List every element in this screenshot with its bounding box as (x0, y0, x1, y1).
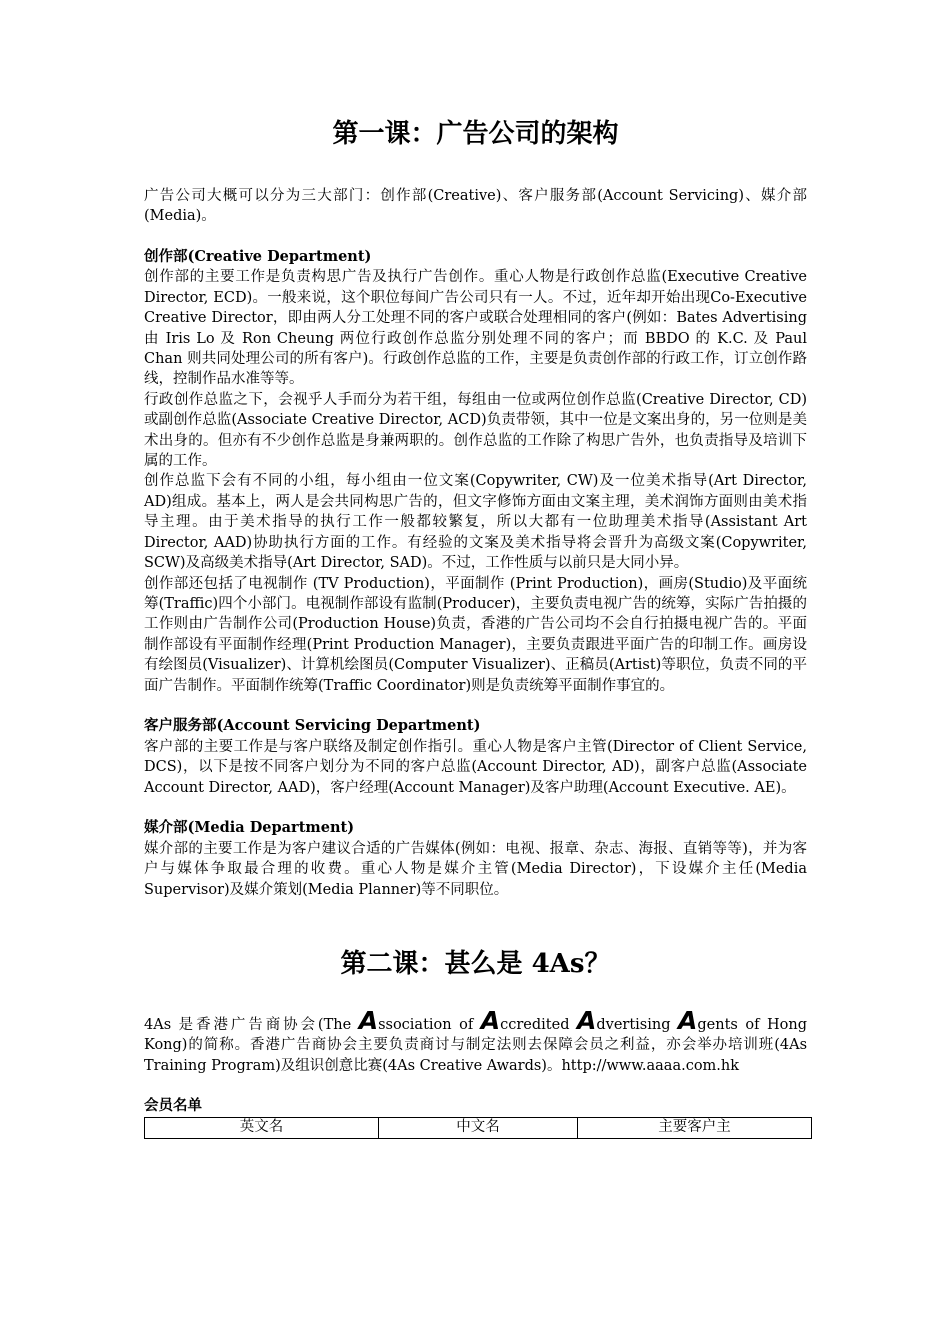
creative-paragraph-2: 行政创作总监之下，会视乎人手而分为若干组，每组由一位或两位创作总监(Creative Director, CD)或副创作总监(Associate Creative Director, ACD)负责带领，其中一位是文案出身的，另一位则是美术出身的。但亦有不少创作总监是身兼两职的。创作总监的工作除了构思广告外，也负责指导及培训下属的工作。 (144, 391, 807, 470)
creative-paragraph-1: 创作部的主要工作是负责构思广告及执行广告创作。重心人物是行政创作总监(Executive Creative Director, ECD)。一般来说，这个职位每间广告公司只有一人。不过，近年却开始出现Co-Executive Creative Director，即由两人分工处理不同的客户或联合处理相同的客户(例如：Bates Advertising 由 Iris Lo 及 Ron Cheung 两位行政创作总监分别处理不同的客户；而 BBDO 的 K.C. 及 Paul Chan 则共同处理公司的所有客户)。行政创作总监的工作，主要是负责创作部的行政工作，订立创作路线，控制作品水准等等。 (144, 269, 807, 388)
members-heading: 会员名单 (144, 1098, 202, 1115)
big-letter-a3: A (577, 1005, 597, 1035)
document-page (144, 118, 807, 1139)
lesson2-title: 第二课：甚么是 4As？ (340, 948, 611, 979)
big-letter-a4: A (678, 1005, 698, 1035)
table-header-row (145, 1117, 812, 1138)
account-heading: 客户服务部(Account Servicing Department) (144, 717, 481, 735)
lesson2-prefix: 4As 是香港广告商协会(The (144, 1016, 359, 1033)
members-table (144, 1117, 812, 1139)
big-letter-a2: A (480, 1005, 501, 1035)
header-chinese-name: 中文名 (379, 1117, 578, 1138)
lesson1-intro: 广告公司大概可以分为三大部门：创作部(Creative)、客户服务部(Account Servicing)、媒介部(Media)。 (144, 187, 807, 225)
lesson2-rest: 简称。香港广告商协会主要负责商讨与制定法则去保障会员之利益，亦会举办培训班(4As Training Program)及组识创意比赛(4As Creative Awards)。http://www.aaaa.com.hk (144, 1037, 808, 1074)
media-paragraph-1: 媒介部的主要工作是为客户建议合适的广告媒体(例如：电视、报章、杂志、海报、直销等等)，并为客户与媒体争取最合理的收费。重心人物是媒介主管(Media Director)，下设媒介主任(Media Supervisor)及媒介策划(Media Planner)等不同职位。 (144, 840, 807, 898)
lesson2-paragraph (144, 1005, 808, 1076)
header-english-name: 英文名 (145, 1117, 379, 1138)
media-heading: 媒介部(Media Department) (144, 819, 355, 837)
creative-paragraph-3: 创作总监下会有不同的小组，每小组由一位文案(Copywriter, CW)及一位美术指导(Art Director, AD)组成。基本上，两人是会共同构思广告的，但文字修饰方面由文案主理，美术润饰方面则由美术指导主理。由于美术指导的执行工作一般都较繁复，所以大都有一位助理美术指导(Assistant Art Director, AAD)协助执行方面的工作。有经验的文案及美术指导将会晋升为高级文案(Copywriter, SCW)及高级美术指导(Art Director, SAD)。不过，工作性质与以前只是大同小异。 (144, 473, 807, 572)
word-accredited: ccredited (500, 1016, 577, 1033)
header-main-clients: 主要客户主 (578, 1117, 812, 1138)
big-letter-a1: A (358, 1005, 379, 1035)
creative-paragraph-4: 创作部还包括了电视制作 (TV Production)，平面制作 (Print Production)，画房(Studio)及平面统筹(Traffic)四个小部门。电视制作部设有监制(Producer)，主要负责电视广告的统筹，实际广告拍摄的工作则由广告制作公司(Production House)负责，香港的广告公司均不会自行拍摄电视广告的。平面制作部设有平面制作经理(Print Production Manager)，主要负责跟进平面广告的印制工作。画房设有绘图员(Visualizer)、计算机绘图员(Computer Visualizer)、正稿员(Artist)等职位，负责不同的平面广告制作。平面制作统筹(Traffic Coordinator)则是负责统筹平面制作事宜的。 (144, 575, 807, 694)
account-paragraph-1: 客户部的主要工作是与客户联络及制定创作指引。重心人物是客户主管(Director of Client Service, DCS)，以下是按不同客户划分为不同的客户总监(Account Director, AD)，副客户总监(Associate Account Director, AAD)，客户经理(Account Manager)及客户助理(Account Executive. AE)。 (144, 738, 807, 796)
word-agents: gents of Hong Kong)的 (144, 1016, 807, 1054)
lesson1-title: 第一课：广告公司的架构 (332, 119, 619, 149)
word-association: ssociation of (378, 1016, 481, 1033)
word-advertising: dvertising (596, 1016, 679, 1033)
creative-heading: 创作部(Creative Department) (144, 248, 372, 265)
